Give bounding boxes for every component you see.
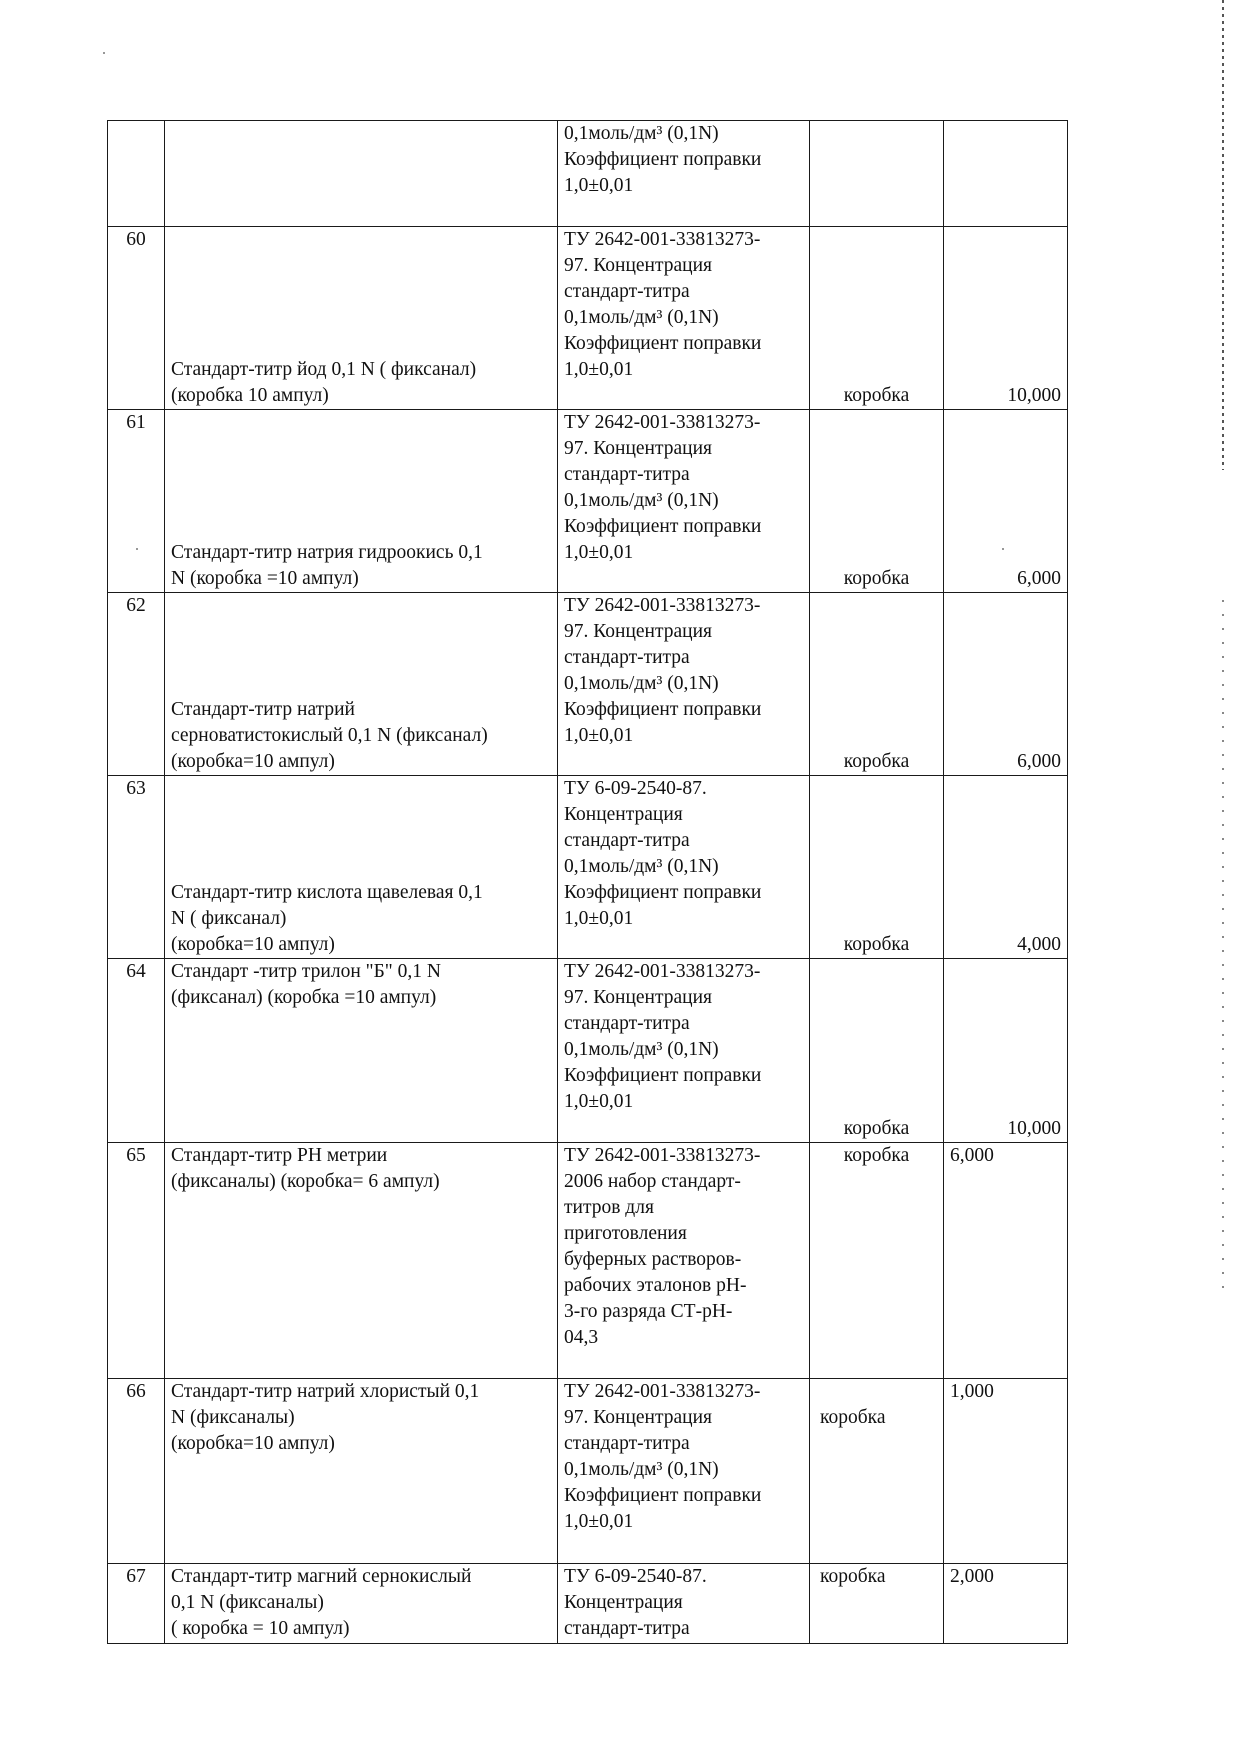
item-unit: коробка [810, 1564, 944, 1644]
reagents-table [107, 120, 1068, 1644]
item-spec: ТУ 2642-001-33813273- 97. Концентрация стандарт-титра 0,1моль/дм³ (0,1N) Коэффициент поправки 1,0±0,01 [558, 593, 810, 776]
item-unit: коробка [810, 1379, 944, 1564]
row-number: 67 [108, 1564, 165, 1644]
item-spec: ТУ 2642-001-33813273- 97. Концентрация стандарт-титра 0,1моль/дм³ (0,1N) Коэффициент поправки 1,0±0,01 [558, 410, 810, 593]
scan-speck [103, 52, 105, 54]
item-quantity [944, 121, 1068, 227]
table-row [108, 776, 1068, 959]
item-spec: ТУ 2642-001-33813273- 97. Концентрация стандарт-титра 0,1моль/дм³ (0,1N) Коэффициент поправки 1,0±0,01 [558, 227, 810, 410]
item-spec: ТУ 6-09-2540-87. Концентрация стандарт-титра [558, 1564, 810, 1644]
row-number: 62 [108, 593, 165, 776]
item-name: Стандарт-титр натрий хлористый 0,1 N (фиксаналы) (коробка=10 ампул) [165, 1379, 558, 1564]
item-quantity: 10,000 [944, 227, 1068, 410]
item-quantity: 10,000 [944, 959, 1068, 1143]
item-quantity: 2,000 [944, 1564, 1068, 1644]
table-row [108, 227, 1068, 410]
row-number: 60 [108, 227, 165, 410]
row-number: 66 [108, 1379, 165, 1564]
table-row [108, 1379, 1068, 1564]
row-number: 65 [108, 1143, 165, 1379]
item-quantity: 4,000 [944, 776, 1068, 959]
item-name: Стандарт-титр натрий серноватистокислый 0,1 N (фиксанал) (коробка=10 ампул) [165, 593, 558, 776]
table-row [108, 593, 1068, 776]
item-name: Стандарт -титр трилон "Б" 0,1 N (фиксанал) (коробка =10 ампул) [165, 959, 558, 1143]
item-name: Стандарт-титр йод 0,1 N ( фиксанал) (коробка 10 ампул) [165, 227, 558, 410]
table-row [108, 1564, 1068, 1644]
item-name [165, 121, 558, 227]
item-unit: коробка [810, 776, 944, 959]
item-name: Стандарт-титр кислота щавелевая 0,1 N ( фиксанал) (коробка=10 ампул) [165, 776, 558, 959]
item-spec: ТУ 2642-001-33813273- 97. Концентрация стандарт-титра 0,1моль/дм³ (0,1N) Коэффициент поправки 1,0±0,01 [558, 1379, 810, 1564]
item-name: Стандарт-титр натрия гидроокись 0,1 N (коробка =10 ампул) [165, 410, 558, 593]
table-row [108, 410, 1068, 593]
table-row [108, 959, 1068, 1143]
item-unit: коробка [810, 593, 944, 776]
row-number: 64 [108, 959, 165, 1143]
item-spec: ТУ 6-09-2540-87. Концентрация стандарт-титра 0,1моль/дм³ (0,1N) Коэффициент поправки 1,0±0,01 [558, 776, 810, 959]
item-spec: ТУ 2642-001-33813273- 97. Концентрация стандарт-титра 0,1моль/дм³ (0,1N) Коэффициент поправки 1,0±0,01 [558, 959, 810, 1143]
item-unit: коробка [810, 410, 944, 593]
row-number: 63 [108, 776, 165, 959]
item-quantity: 1,000 [944, 1379, 1068, 1564]
item-spec: 0,1моль/дм³ (0,1N) Коэффициент поправки 1,0±0,01 [558, 121, 810, 227]
item-unit [810, 121, 944, 227]
scan-edge-mark [1222, 0, 1224, 470]
item-unit: коробка [810, 959, 944, 1143]
table-row [108, 1143, 1068, 1379]
item-unit: коробка [810, 227, 944, 410]
item-unit: коробка [810, 1143, 944, 1379]
item-quantity: 6,000 [944, 593, 1068, 776]
item-quantity: 6,000 [944, 410, 1068, 593]
scan-edge-mark [1222, 600, 1224, 1300]
row-number [108, 121, 165, 227]
item-name: Стандарт-титр магний сернокислый 0,1 N (фиксаналы) ( коробка = 10 ампул) [165, 1564, 558, 1644]
row-number: 61 [108, 410, 165, 593]
item-quantity: 6,000 [944, 1143, 1068, 1379]
item-spec: ТУ 2642-001-33813273- 2006 набор стандарт- титров для приготовления буферных растворов- рабочих эталонов рН- 3-го разряда СТ-рН- 04,3 [558, 1143, 810, 1379]
item-name: Стандарт-титр PH метрии (фиксаналы) (коробка= 6 ампул) [165, 1143, 558, 1379]
table-row [108, 121, 1068, 227]
